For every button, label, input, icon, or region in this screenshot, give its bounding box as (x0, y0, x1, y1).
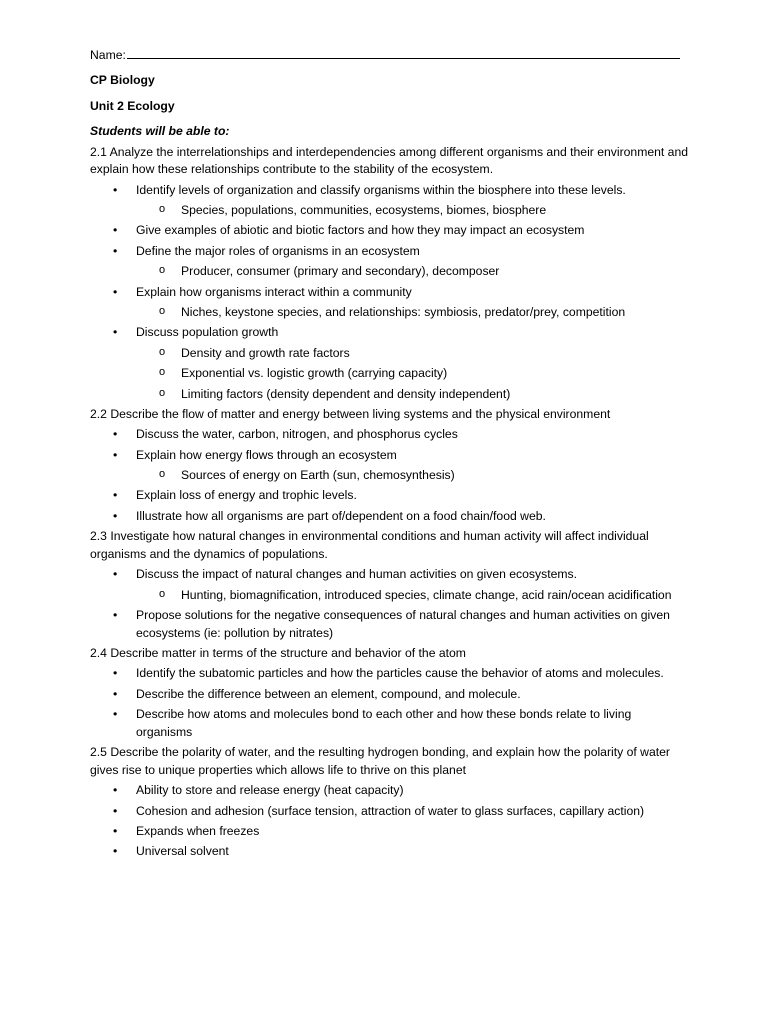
objective-item: • Expands when freezes (90, 823, 690, 841)
standard-1-objectives (90, 182, 690, 404)
objective-item: • Describe how atoms and molecules bond to each other and how these bonds relate to living organisms (90, 706, 690, 741)
objective-item: • Explain loss of energy and trophic levels. (90, 487, 690, 505)
objective-item: • Cohesion and adhesion (surface tension, attraction of water to glass surfaces, capillary action) (90, 803, 690, 821)
objective-subitem: o Niches, keystone species, and relationships: symbiosis, predator/prey, competition (90, 304, 690, 322)
objective-item: • Propose solutions for the negative consequences of natural changes and human activities on given ecosystems (ie: pollution by nitrates) (90, 607, 690, 642)
objective-item: • Universal solvent (90, 843, 690, 861)
objective-subitem: o Density and growth rate factors (90, 345, 690, 363)
course-title: CP Biology (90, 73, 155, 88)
objective-item: • Identify levels of organization and classify organisms within the biosphere into these levels. (90, 182, 690, 200)
objective-item: • Ability to store and release energy (heat capacity) (90, 782, 690, 800)
objective-subitem: o Hunting, biomagnification, introduced species, climate change, acid rain/ocean acidification (90, 587, 690, 605)
unit-title: Unit 2 Ecology (90, 98, 175, 113)
objective-item: • Discuss the impact of natural changes and human activities on given ecosystems. (90, 566, 690, 584)
objective-item: • Illustrate how all organisms are part of/dependent on a food chain/food web. (90, 508, 690, 526)
objective-item: • Discuss the water, carbon, nitrogen, and phosphorus cycles (90, 426, 690, 444)
name-field (90, 44, 690, 65)
objective-item: • Explain how energy flows through an ecosystem (90, 447, 690, 465)
standard-5: 2.5 Describe the polarity of water, and the resulting hydrogen bonding, and explain how the polarity of water gives rise to unique properties which allows life to thrive on this planet (90, 745, 670, 777)
standard-5-objectives (90, 782, 690, 861)
standard-2: 2.2 Describe the flow of matter and energy between living systems and the physical environment (90, 406, 611, 421)
standard-4: 2.4 Describe matter in terms of the structure and behavior of the atom (90, 646, 466, 660)
objective-item: • Identify the subatomic particles and how the particles cause the behavior of atoms and molecules. (90, 665, 690, 683)
standards-list (90, 144, 690, 861)
objective-subitem: o Limiting factors (density dependent and density independent) (90, 386, 690, 404)
document-page (90, 44, 690, 864)
objective-subitem: o Species, populations, communities, ecosystems, biomes, biosphere (90, 202, 690, 220)
name-blank-line (127, 44, 680, 59)
standard-3: 2.3 Investigate how natural changes in environmental conditions and human activity will affect individual organisms and the dynamics of populations. (90, 529, 649, 561)
standard-1: 2.1 Analyze the interrelationships and interdependencies among different organisms and their environment and explain how these relationships contribute to the stability of the ecosystem. (90, 144, 689, 177)
standard-2-objectives (90, 426, 690, 525)
objective-item: • Explain how organisms interact within a community (90, 284, 690, 302)
objective-item: • Discuss population growth (90, 324, 690, 342)
objective-subitem: o Exponential vs. logistic growth (carrying capacity) (90, 365, 690, 383)
objective-item: • Give examples of abiotic and biotic factors and how they may impact an ecosystem (90, 222, 690, 240)
standard-4-objectives (90, 665, 690, 741)
objective-subitem: o Producer, consumer (primary and secondary), decomposer (90, 263, 690, 281)
objective-subitem: o Sources of energy on Earth (sun, chemosynthesis) (90, 467, 690, 485)
name-label: Name: (90, 48, 126, 62)
objectives-subheading: Students will be able to: (90, 124, 230, 139)
objective-item: • Describe the difference between an element, compound, and molecule. (90, 686, 690, 704)
objective-item: • Define the major roles of organisms in an ecosystem (90, 243, 690, 261)
standard-3-objectives (90, 566, 690, 642)
